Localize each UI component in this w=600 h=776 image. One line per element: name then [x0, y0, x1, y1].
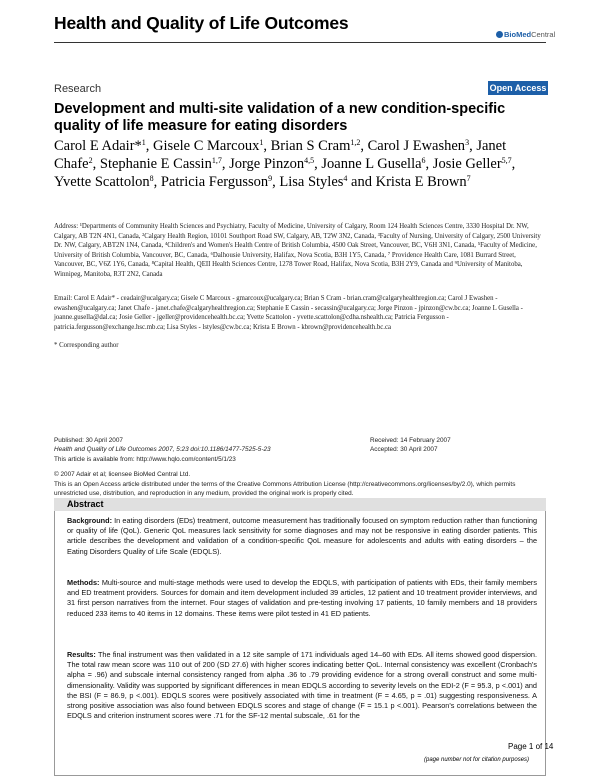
author-separator: ,	[425, 156, 433, 172]
background-text: In eating disorders (EDs) treatment, outcome measurement has traditionally focused on symptom reduction rather than functioning or quality of life (QoL). Generic QoL measures lack sensitivity for some diagnoses and may not be responsive in eating disorder patients. This article describes the development and validation of a condition-specific QoL measure for adolescents and adults with eating disorders – the Eating Disorders Quality of Life Scale (EDQLS).	[67, 516, 537, 556]
journal-title: Health and Quality of Life Outcomes	[54, 13, 349, 33]
author-separator: ,	[145, 138, 154, 154]
author-emails: Email: Carol E Adair* - ceadair@ucalgary.ca; Gisele C Marcoux - gmarcoux@ucalgary.ca; Brian S Cram - brian.cram@calgaryhealthregion.ca; Carol J Ewashen - ewashen@ucalgary.ca; Janet Chafe - janet.chafe@calgaryhealthregion.ca; Stephanie E Cassin - secassin@ucalgary.ca; Jorge Pinzon - jpinzon@cw.bc.ca; Joanne L Gusella - joanne.gusella@dal.ca; Josie Geller - jgeller@providencehealth.bc.ca; Yvette Scattolon - yvette.scattolon@cdha.nshealth.ca; Patricia Fergusson - patricia.fergusson@exchange.hsc.mb.ca; Lisa Styles - lstyles@cw.bc.ca; Krista E Brown - kbrown@providencehealth.bc.ca	[54, 295, 523, 331]
publication-info	[54, 436, 354, 464]
methods-text: Multi-source and multi-stage methods were used to develop the EDQLS, with participation of patients with EDs, their family members and ED treatment providers. Sources for domain and item development included 39 articles, 12 patient and 10 treatment provider interviews, and 31 first person narratives from the internet. Four stages of validation and pre-testing involving 17 patients, 10 family members and 18 providers reduced 233 items to 40 items in 12 domains. These items were pilot tested in 41 ED patients.	[67, 578, 537, 618]
abstract-header-bar	[54, 498, 546, 511]
background-label: Background:	[67, 516, 112, 525]
methods-label: Methods:	[67, 578, 100, 587]
abstract-heading: Abstract	[67, 499, 104, 509]
citation: Health and Quality of Life Outcomes 2007, 5:23 doi:10.1186/1477-7525-5-23	[54, 446, 271, 454]
author-affiliation-marker: 1,7	[211, 156, 222, 165]
page-number-note: (page number not for citation purposes)	[424, 757, 530, 763]
author-separator: ,	[511, 156, 516, 172]
publisher-central: Central	[531, 30, 556, 39]
author-affiliation-marker: 5,7	[501, 156, 512, 165]
author-affiliation-marker: 4	[343, 174, 348, 183]
author-affiliation-marker: 2	[88, 156, 93, 165]
author-affiliation-marker: 9	[268, 174, 273, 183]
author-name: Jorge Pinzon	[229, 156, 305, 172]
author-list	[54, 137, 544, 191]
availability[interactable]: This article is available from: http://www.hqlo.com/content/5/1/23	[54, 455, 236, 463]
author-name: Krista E Brown	[375, 174, 467, 190]
author-separator: ,	[92, 156, 100, 172]
author-separator: ,	[263, 138, 271, 154]
author-name: Stephanie E Cassin	[99, 156, 212, 172]
author-affiliation-marker: 3	[465, 138, 470, 147]
author-affiliation-marker: 6	[421, 156, 426, 165]
author-separator: ,	[314, 156, 322, 172]
author-affiliation-marker: 1	[259, 138, 264, 147]
biomed-logo-icon	[496, 31, 503, 38]
received-date: Received: 14 February 2007	[370, 437, 451, 444]
author-affiliation-marker: 8	[149, 174, 154, 183]
copyright-block	[54, 470, 546, 499]
author-separator: ,	[469, 138, 477, 154]
license-text: This is an Open Access article distributed under the terms of the Creative Commons Attribution License (http://creativecommons.org/licenses/by/2.0), which permits unrestricted use, distribution, and reproduction in any medium, provided the original work is properly cited.	[54, 480, 516, 498]
section-label: Research	[54, 83, 102, 95]
results-text: The final instrument was then validated in a 12 site sample of 171 individuals aged 14–60 with EDs. All items showed good dispersion. The total raw mean score was 110 out of 200 (SD 27.6) with higher scores indicating better QoL. Internal consistency was excellent (Cronbach's alpha = .96) and subscale internal consistency ranged from alpha .36 to .79 providing evidence for a strong overall construct and some multi-dimensionality. Validity was supported by significant differences in mean EDQLS according to severity levels on the EDI-2 (F = 95.3, p <.001) and the BSI (F = 86.9, p <.001). EDQLS scores were positively associated with time in treatment (F = 4.65, p = .01) suggesting responsiveness. A strong positive association was also found between EDQLS scores and stage of change (F = 15.1 p <.001). Pearson's correlations between the EDQLS and criterion instrument scores were .71 for the SF-12 mental subscale, .61 for the	[67, 650, 537, 721]
author-name: Yvette Scattolon	[54, 174, 150, 190]
author-name: Lisa Styles	[279, 174, 344, 190]
abstract-results	[67, 650, 537, 721]
accepted-date: Accepted: 30 April 2007	[370, 446, 438, 454]
published-date: Published: 30 April 2007	[54, 437, 123, 444]
corresponding-note: * Corresponding author	[54, 342, 119, 349]
dates-info	[370, 436, 550, 455]
page-number: Page 1 of 14	[508, 742, 554, 751]
publisher-bio: BioMed	[504, 30, 532, 39]
abstract-background	[67, 516, 537, 557]
open-access-badge: Open Access	[489, 83, 547, 93]
author-affiliation-marker: 1,2	[350, 138, 361, 147]
abstract-methods	[67, 578, 537, 619]
results-label: Results:	[67, 650, 96, 659]
author-name: Janet Chafe	[54, 138, 507, 172]
affiliations: Address: ¹Departments of Community Health Sciences and Psychiatry, Faculty of Medicine, University of Calgary, Room 124 Health Sciences Centre, 3330 Hospital Dr. NW, Calgary, AB T2N 4N1, Canada, ²Calgary Health Region, 10101 Southport Road SW, Calgary, AB, T2W 3N2, Canada, ³Faculty of Nursing, University of Calgary, 2500 University Dr. NW, Calgary, ABT2N 1N4, Canada, ⁴Children's and Women's Health Centre of British Columbia, 4500 Oak Street, Vancouver, BC, V6H 3N1, Canada, ⁵Faculty of Medicine, University of British Columbia, Vancouver, BC, Canada, ⁶Dalhousie University, Halifax, Nova Scotia, B3H 1Y5, Canada, ⁷ Providence Health Care, 1081 Burrard Street, Vancouver, BC, V6Z 1Y6, Canada, ⁸Capital Health, QEII Health Sciences Centre, 1278 Tower Road, Halifax, Nova Scotia, B3H 2Y9, Canada and ⁹University of Manitoba, Winnipeg, Manitoba, R3T 2N2, Canada	[54, 223, 541, 278]
author-name: Carol E Adair*	[54, 138, 142, 154]
author-name: Josie Geller	[432, 156, 502, 172]
author-name: Carol J Ewashen	[367, 138, 466, 154]
copyright-line: © 2007 Adair et al; licensee BioMed Central Ltd.	[54, 471, 191, 478]
author-separator: ,	[221, 156, 230, 172]
author-name: Brian S Cram	[270, 138, 351, 154]
author-separator: ,	[360, 138, 368, 154]
author-separator: ,	[272, 174, 280, 190]
author-separator: and	[347, 174, 376, 190]
author-affiliation-marker: 1	[141, 138, 146, 147]
author-name: Patricia Fergusson	[160, 174, 269, 190]
paper-title: Development and multi-site validation of a new condition-specific quality of life measure for eating disorders	[54, 101, 506, 134]
author-name: Joanne L Gusella	[321, 156, 422, 172]
author-affiliation-marker: 4,5	[304, 156, 315, 165]
publisher-logo	[496, 30, 555, 39]
author-separator: ,	[153, 174, 161, 190]
header-divider	[54, 42, 546, 43]
author-affiliation-marker: 7	[466, 174, 471, 183]
author-name: Gisele C Marcoux	[153, 138, 260, 154]
